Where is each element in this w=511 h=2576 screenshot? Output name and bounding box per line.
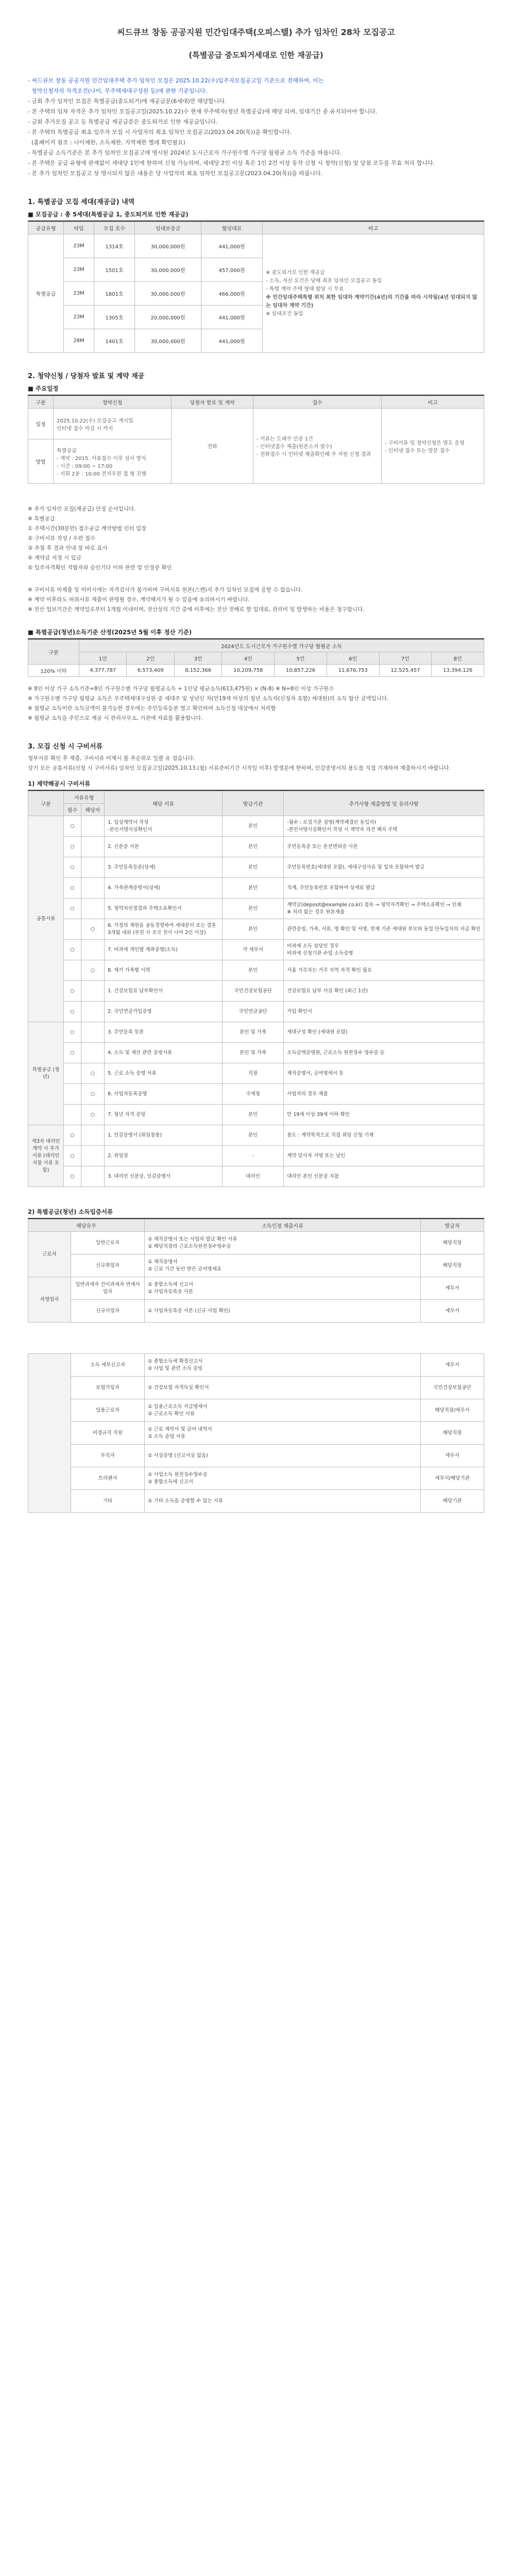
cell: ○: [81, 1105, 104, 1125]
cell: 보험가입자: [71, 1377, 145, 1399]
table-row: [28, 981, 484, 1002]
table-header: 타입: [64, 222, 94, 234]
note-line: ⑤ 입주자격확인 적합자와 승인기다 이하 관련 및 인정증 확인: [28, 565, 172, 571]
table-row: [28, 899, 484, 919]
cell: 해당직장/세무서: [421, 1399, 484, 1422]
intro-line: - 금회 추가 임차인 모집은 특별공급(중도퇴거)에 재공급분(6세대)만 해당합니다.: [28, 98, 227, 105]
cell: 서울 거주자는 거주 지역 자격 확인 필요: [284, 960, 484, 981]
cell: 1. 건강보험료 납부확인서: [105, 981, 223, 1002]
cell: [81, 857, 104, 878]
note-line: ③ 추첨 후 결과 안내 장 바로 표시: [28, 545, 108, 551]
cell: 30,000,000원: [135, 282, 201, 306]
docs-intro: [28, 754, 484, 773]
table-row: [28, 1467, 484, 1490]
cell: 본인: [223, 878, 284, 899]
cell: 본인 및 가족: [223, 1043, 284, 1063]
note-line: ② 구비서류 작성 / 우편 접수: [28, 535, 96, 541]
table-header: 임대보증금: [135, 222, 201, 234]
cell: [81, 940, 104, 960]
cell: 직계, 주민등록번호 포함하여 상세로 발급: [284, 878, 484, 899]
cell: 대리인: [223, 1166, 284, 1187]
cell: 본인: [223, 1125, 284, 1146]
cell: 8,152,366: [174, 665, 222, 677]
cell: [64, 1105, 81, 1125]
cell: 7. 청년 자격 증빙: [105, 1105, 223, 1125]
table-header: 해당유무: [28, 1219, 145, 1232]
intro-line: 청약신청자의 자격조건(나이, 무주택세대구성원 등)에 관한 기준입니다.: [31, 88, 208, 94]
cell: 23M: [64, 306, 94, 329]
cell: 13,394,126: [432, 665, 484, 677]
table-header: 구분: [28, 791, 64, 816]
note-line: ※ 8인 이상 가구 소득기준=8인 가구원수별 가구당 월평균소득 + 1인당 평균소득(613,475원) × (N-8) ※ N=8인 이상 가구원수: [28, 686, 334, 692]
cell: - 구비서류 및 청약신청은 별도 운영 - 인터넷 접수 또는 방문 접수: [382, 409, 484, 484]
table-row: [28, 1300, 484, 1323]
cell: 20,000,000원: [135, 306, 201, 329]
cell: -필수 : 모집기준 설명(계약체결인 동일자) -본인서명사실확인서 작성 시 계약자 의견 폐지 주택: [284, 816, 484, 837]
cell: ① 일용근로소득 지급명세서 ② 근로소득 확인 서류: [145, 1399, 421, 1422]
cell: 국세청: [223, 1084, 284, 1105]
cell: 441,000원: [201, 329, 263, 353]
table-header: 비고: [382, 396, 484, 409]
page-subtitle: (특별공급 중도퇴거세대로 인한 재공급): [189, 50, 323, 60]
remark-line: ※ 민간임대주택특별 위치 최한 임대차 계약기간(4년)의 기간을 따라 시작됨(4년 임대되지 않는 임대차 계약 기간): [266, 294, 478, 309]
table-row: [28, 1084, 484, 1105]
cell: 7. 비과세 개인별 계좌증명(소득): [105, 940, 223, 960]
group-cell: 특별공급: [28, 234, 64, 353]
cell: [64, 960, 81, 981]
supply-table: [28, 222, 484, 353]
intro-line: - 본 추가 임차인 모집공고 상 명시되지 않은 내용은 당 사업자의 최초 임차인 모집공고문(2023.04.20(목))을 따릅니다.: [28, 170, 323, 177]
cell: 직장: [223, 1063, 284, 1084]
cell: 23M: [64, 282, 94, 306]
cell: 비정규직 직원: [71, 1422, 145, 1445]
table-row: [28, 1105, 484, 1125]
cell: 해당직장: [421, 1422, 484, 1445]
cell: 30,000,000원: [135, 258, 201, 282]
cell: 3. 대리인 신분증, 인감증명서: [105, 1166, 223, 1187]
cell: 계약금(deposit@example.co.kr) 접속 → 청약자격확인 → 주택소유확인 → 인쇄 ※ 처리 없는 경우 원본제출: [284, 899, 484, 919]
table-header: 3인: [174, 652, 222, 665]
cell: 기타: [71, 1490, 145, 1513]
cell: [81, 1166, 104, 1187]
docs-table-label: 1) 제약해공시 구비서류: [28, 780, 91, 787]
table-header: 서류유형: [64, 791, 105, 804]
cell: 1. 입상계약서 작성 -본인서명사실확인서: [105, 816, 223, 837]
cell: 457,000원: [201, 258, 263, 282]
income-notes: [28, 684, 484, 723]
cell: 관련증빙, 가족, 서류, 명 확인 및 서명, 현재 기준 세대원 부모와 동일 단독일자의 지급 확인: [284, 919, 484, 940]
cell: 6. 가정의 재원을 공동경영하여 세대분리 또는 결혼 3개월 내외 (부친 사 조국 친이 나아 2인 이상): [105, 919, 223, 940]
table-header-row: [28, 791, 484, 804]
cell: 본인: [223, 919, 284, 940]
cell: ① 재직증명서 또는 사업자 발급 확인 서류 ② 해당직장의 근로소득원천징수영수증: [145, 1232, 421, 1255]
cell: [64, 1084, 81, 1105]
cell: 2. 신분증 사본: [105, 837, 223, 857]
notice-content: [28, 0, 484, 1513]
cell: 3. 주민등록 등본: [105, 1022, 223, 1043]
cell: ① 사업자등록증 사본 (신규 사업 확인): [145, 1300, 421, 1323]
income-documents-table-continued: [28, 1353, 484, 1513]
cell: ① 종합소득세 확정신고서 ② 사업 및 관련 소득 증빙: [145, 1354, 421, 1377]
note-line: ※ 추가 임차인 모집(재공급) 안정 순서입니다.: [28, 506, 136, 512]
cell: ○: [81, 1084, 104, 1105]
remark-cell: [263, 234, 484, 353]
cell: 세대구성 확인 (세대원 포함): [284, 1022, 484, 1043]
intro-line: (홈페이지 참조 : 나이제한, 소득제한, 지역제한 별레 확인필요): [31, 139, 185, 146]
table-row: [28, 960, 484, 981]
cell: ○: [64, 1146, 81, 1166]
cell: ① 사업소득 원천징수영수증 ② 종합소득세 신고서: [145, 1467, 421, 1490]
cell: 주민등록증 또는 운전면허증 사본: [284, 837, 484, 857]
cell: 1801호: [94, 282, 135, 306]
table-header: 비고: [263, 222, 484, 234]
cell: 비과세 소득 상당인 경우 비과세 신청기관 수입 소득증명: [284, 940, 484, 960]
cell: ○: [64, 1022, 81, 1043]
note-line: 상기 모든 공통서류(신청 시 구비서류) 임차인 모집공고일(2025.10.13.(월) 서류준비기간 시작일 이후) 발생분에 한하며, 인감증명서의 용도를 직접 기재하여 제출하시기 바랍니다.: [28, 765, 451, 771]
cell: 각 세무서: [223, 940, 284, 960]
section-3-heading: 3. 모집 신청 시 구비서류: [28, 743, 103, 751]
note-line: ④ 계약금 지정 시 입금: [28, 555, 81, 561]
table-row: [28, 1063, 484, 1084]
page-title: 씨드큐브 창동 공공지원 민간임대주택(오피스텔) 추가 임차인 28차 모집공고: [117, 27, 395, 37]
cell: ① 근로 계약서 및 급여 내역서 ② 소득 증빙 서류: [145, 1422, 421, 1445]
table-header-row: [28, 640, 484, 652]
table-header: 당첨자 발표 및 계약: [172, 396, 253, 409]
cell: 23M: [64, 258, 94, 282]
table-header: 공급유형: [28, 222, 64, 234]
cell: 2025.10.22(수) 모집공고 게시일 인터넷 접수 마감 시 까지: [54, 409, 172, 439]
table-header: 7인: [379, 652, 432, 665]
cell: ○: [64, 1166, 81, 1187]
cell: 대리인 본인 신분증 지참: [284, 1166, 484, 1187]
intro-line: - 금회 추가모집 공고 등 특별공급 재공급분은 중도퇴거로 인한 재공급입니다.: [28, 118, 218, 125]
cell: 일반과세자 간이과세자 면세사업자: [71, 1277, 145, 1300]
table-row: [28, 1022, 484, 1043]
cell: 441,000원: [201, 306, 263, 329]
table-row: [28, 1166, 484, 1187]
table-row: [28, 1146, 484, 1166]
cell: 30,000,000원: [135, 329, 201, 353]
cell: 건강보험료 납부 사실 확인 (최근 1년): [284, 981, 484, 1002]
cell: 6. 사업자등록증명: [105, 1084, 223, 1105]
cell: ○: [64, 1002, 81, 1022]
cell: 2. 국민연금가입증명: [105, 1002, 223, 1022]
cell: 23M: [64, 234, 94, 258]
cell: 국민건강보험공단: [223, 981, 284, 1002]
cell: 본인 및 가족: [223, 1022, 284, 1043]
cell: 신규사업자: [71, 1300, 145, 1323]
table-row: [28, 1125, 484, 1146]
cell: ○: [81, 919, 104, 940]
cell: ○: [64, 940, 81, 960]
cell: [64, 1063, 81, 1084]
table-header-row: [28, 222, 484, 234]
cell: 소득 세부신고자: [71, 1354, 145, 1377]
cell: 전화: [172, 409, 253, 484]
cell: ○: [64, 878, 81, 899]
cell: 국민건강보험공단: [421, 1377, 484, 1399]
cell: ○: [64, 1125, 81, 1146]
intro-line: - 본 주택의 임차 자격은 추가 임차인 모집공고일(2025.10.22)수 현재 무주택자(청년 특별공급)에 해당 되며, 임대기간 중 유지되어야 합니다.: [28, 108, 378, 115]
cell: [81, 981, 104, 1002]
cell: ○: [81, 1063, 104, 1084]
cell: ○: [64, 837, 81, 857]
table-row: [28, 940, 484, 960]
table-header: 발급처: [421, 1219, 484, 1232]
table-header-row: [28, 652, 484, 665]
cell: 특별공급 - 계약 : 2015. 서류접수 이후 심사 방식 - 시간 : 09:00 ~ 17:00 - 지휘 2분 : 10:00 전자우편 접 형 진행: [54, 439, 172, 484]
table-row: [28, 1354, 484, 1377]
cell: 세무서/해당기관: [421, 1467, 484, 1490]
cell: 세무서: [421, 1354, 484, 1377]
intro-line: - 본 주택의 특별공급 최초 입주자 모집 시 사업자의 최초 임차인 모집공고(2023.04.20(목))을 확인합니다.: [28, 129, 292, 135]
cell: [81, 1146, 104, 1166]
table-row: [28, 878, 484, 899]
note-line: 청부서류 확인 후 제출, 구비서류 미제시 불 추순위로 일괄 유 접습니다.: [28, 755, 195, 761]
table-header: 6인: [327, 652, 379, 665]
cell: 본인: [223, 857, 284, 878]
cell: 세무서: [421, 1445, 484, 1467]
table-header: 청약신청: [54, 396, 172, 409]
cell: 프리랜서: [71, 1467, 145, 1490]
remark-line: - 소득, 자산 요건은 당해 최초 임차인 모집공고 동일: [266, 278, 382, 284]
table-header: 구분: [28, 396, 54, 409]
table-header: 필수: [64, 804, 81, 816]
table-row: [28, 1445, 484, 1467]
cell: 신규취업자: [71, 1255, 145, 1277]
intro-line: - 씨드큐브 창동 공공지원 민간임대주택 추가 임차인 모집은 2025.10.22(수)입주자모집공고일 기준으로 전해하여, 이는: [28, 77, 324, 84]
table-header: 소득인정 제출서류: [145, 1219, 421, 1232]
cell: 본인: [223, 816, 284, 837]
cell: ○: [64, 857, 81, 878]
income-docs-heading: 2) 특별공급(청년) 소득입증서류: [28, 1208, 113, 1215]
cell: ○: [64, 981, 81, 1002]
spacer: [28, 1323, 484, 1353]
note-line: ※ 전산 업보기간은 계약일로부터 1개월 이내이며, 전산상의 기간 중에 이후에는 전산 전해로 할 입대료, 관리비 및 발생하는 비용은 청구합니다.: [28, 606, 365, 613]
cell: ① 기타 소득을 증명할 수 있는 서류: [145, 1490, 421, 1513]
cell: 용도 : 계약목적으로 직접 위임 신청 기재: [284, 1125, 484, 1146]
intro-line: - 본 주택은 공급 유형에 관계없이 세대당 1인에 한하여 신청 가능하며, 세대당 2인 이상 혹은 1인 2건 이상 동작 신청 시 청약(신청) 및 당첨 모두를 무효 처리 합니다.: [28, 160, 435, 166]
income-heading: ■ 특별공급(청년)소득기준 산정(2025년 5월 이후 정산 기준): [28, 629, 192, 636]
section-1-sub: ■ 모집공급 : 총 5세대(특별공급 1, 중도퇴거로 인한 재공급): [28, 211, 189, 218]
section-2-sub: ■ 주요일정: [28, 385, 59, 392]
cell: 5. 근로 소득 증명 서류: [105, 1063, 223, 1084]
cell: [81, 837, 104, 857]
table-row: [28, 1277, 484, 1300]
cell: 1501호: [94, 258, 135, 282]
table-header-row: [28, 1219, 484, 1232]
table-header: 2024년도 도시근로자 가구원수별 가구당 월평균 소득: [79, 640, 484, 652]
warning-notes: [28, 585, 484, 615]
table-row: [28, 1002, 484, 1022]
cell: ① 재직증명서 ② 근로 기간 동안 받은 급여명세표: [145, 1255, 421, 1277]
cell: 본인: [223, 837, 284, 857]
cell: ○: [81, 960, 104, 981]
group-cell: 자영업자: [28, 1277, 71, 1323]
cell: 10,857,226: [275, 665, 327, 677]
note-line: ① 주택시간(30분만) 접수공급 계약방법 인터 입장: [28, 526, 147, 532]
cell: 재직증명서, 급여명세서 등: [284, 1063, 484, 1084]
table-row: [28, 1043, 484, 1063]
income-table: [28, 639, 484, 677]
section-1-heading: 1. 특별공급 모집 세대(재공급) 내역: [28, 198, 135, 206]
table-header: 2인: [127, 652, 174, 665]
note-line: ※ 계약 이후라도 허위서류 제출이 판명될 경우, 계약해지가 될 수 있음에 유의하시기 바랍니다.: [28, 597, 250, 603]
table-row: [28, 1490, 484, 1513]
cell: 무직자: [71, 1445, 145, 1467]
table-header: 접수: [253, 396, 382, 409]
cell: 3. 주민등록등본(상세): [105, 857, 223, 878]
cell: 120% 이하: [28, 665, 79, 677]
table-row: [28, 837, 484, 857]
cell: [64, 919, 81, 940]
cell: 6,573,409: [127, 665, 174, 677]
cell: 2. 위임장: [105, 1146, 223, 1166]
note-line: ※ 월평균 소득을 주민으로 제공 시 관리사무소, 기관에 자료를 활용합니다.: [28, 715, 203, 721]
cell: [81, 1002, 104, 1022]
table-row: [28, 1232, 484, 1255]
table-row: [28, 1422, 484, 1445]
cell: 4. 소득 및 재산 관련 증빙서류: [105, 1043, 223, 1063]
cell: 소득금액증명원, 근로소득 원천징수 영수증 등: [284, 1043, 484, 1063]
group-cell: [28, 1354, 71, 1513]
group-cell: 공통서류: [28, 816, 64, 1022]
table-row: [28, 409, 484, 439]
schedule-table: [28, 396, 484, 484]
cell: ① 종합소득세 신고서 ② 사업자등록증 사본: [145, 1277, 421, 1300]
income-documents-table: [28, 1219, 484, 1323]
note-line: ※ 구비서류 미제출 및 미비시에는 자격검사가 불가하며 구비서류 원본(스캔)지 추가 임차인 모집에 응할 수 없습니다.: [28, 587, 303, 593]
group-cell: 제3자 대리인 계약 시 추가서류 (대리인 지참 서류 포함): [28, 1125, 64, 1187]
cell: ○: [64, 816, 81, 837]
cell: [81, 1043, 104, 1063]
cell: 본인: [223, 960, 284, 981]
table-header: 해당자: [81, 804, 104, 816]
cell: 11,676,753: [327, 665, 379, 677]
cell: 일정: [28, 409, 54, 439]
table-row: [28, 665, 484, 677]
table-header: 5인: [275, 652, 327, 665]
cell: 441,000원: [201, 234, 263, 258]
cell: [81, 878, 104, 899]
cell: 만 19세 이상 39세 이하 확인: [284, 1105, 484, 1125]
cell: 세무서: [421, 1300, 484, 1323]
cell: 8. 제가 가족별 이력: [105, 960, 223, 981]
section-2-heading: 2. 청약신청 / 당첨자 발표 및 계약 재공: [28, 372, 145, 380]
cell: 30,000,000원: [135, 234, 201, 258]
cell: ○: [64, 1043, 81, 1063]
remark-line: ※ 임대조건 동일: [266, 311, 303, 317]
cell: 방법: [28, 439, 54, 484]
table-header: 8인: [432, 652, 484, 665]
cell: 사업자의 경우 제출: [284, 1084, 484, 1105]
cell: 466,000원: [201, 282, 263, 306]
remark-line: ※ 중도퇴거로 인한 재공급: [266, 269, 325, 276]
table-row: [28, 234, 484, 258]
cell: 1. 인감증명서 (위임장용): [105, 1125, 223, 1146]
cell: 본인: [223, 899, 284, 919]
table-header: 해당 서류: [105, 791, 223, 816]
cell: ① 건강보험 자격득실 확인서: [145, 1377, 421, 1399]
group-cell: 근로자: [28, 1232, 71, 1277]
cell: ① 사실증명 (신고사실 없음): [145, 1445, 421, 1467]
cell: 본인: [223, 1105, 284, 1125]
table-header: 월임대료: [201, 222, 263, 234]
table-row: [28, 1399, 484, 1422]
table-row: [28, 816, 484, 837]
cell: 일용근로자: [71, 1399, 145, 1422]
cell: 12,525,457: [379, 665, 432, 677]
note-line: ※ 가구원수별 가구당 월평균 소득은 무주택세대구성원 중 세대주 및 성년인 자(만19세 이상의 청년 소득자(신청자 포함) 세대원)의 소득 합산 금액입니다.: [28, 696, 389, 702]
table-row: [28, 1255, 484, 1277]
cell: 가입 확인서: [284, 1002, 484, 1022]
cell: 4,377,787: [79, 665, 127, 677]
cell: 28M: [64, 329, 94, 353]
cell: 주민등록번호(세대원 포함), 세대구성사유 및 일자 포함하여 발급: [284, 857, 484, 878]
table-header-row: [28, 396, 484, 409]
process-notes: [28, 504, 484, 573]
cell: [81, 1125, 104, 1146]
table-header: 발급기관: [223, 791, 284, 816]
intro-line: - 특별공급 소득기준은 본 추가 임차인 모집공고에 명시된 2024년 도시근로자 가구원수별 가구당 월평균 소득 기준을 따릅니다.: [28, 149, 342, 156]
cell: 해당직장: [421, 1255, 484, 1277]
cell: 1401호: [94, 329, 135, 353]
table-header: 모집 호수: [94, 222, 135, 234]
cell: 해당직장: [421, 1232, 484, 1255]
cell: 일반근로자: [71, 1232, 145, 1255]
table-row: [28, 857, 484, 878]
cell: 계약 당사자 서명 또는 날인: [284, 1146, 484, 1166]
intro-notes: [28, 76, 484, 179]
remark-line: - 특별 계약 주택 형태 할당 시 무효: [266, 286, 344, 292]
cell: 국민연금공단: [223, 1002, 284, 1022]
cell: ○: [64, 899, 81, 919]
cell: - 서류는 도래주 인증 1건 - 인터넷접수 제출(원본소지 필수) - 전화접수 시 인터넷 제출확인해 주 지원 신청 결과: [253, 409, 382, 484]
cell: 1305호: [94, 306, 135, 329]
cell: 세무서: [421, 1277, 484, 1300]
table-header: 4인: [222, 652, 275, 665]
table-header: 1인: [79, 652, 127, 665]
table-header: 구분: [28, 640, 79, 665]
table-header: 추가사항 제출방법 및 유의사항: [284, 791, 484, 816]
documents-table: [28, 791, 484, 1187]
table-row: [28, 919, 484, 940]
cell: 5. 청약자선정결과 주택소유확인서: [105, 899, 223, 919]
cell: 해당기관: [421, 1490, 484, 1513]
cell: [81, 1022, 104, 1043]
cell: 1314호: [94, 234, 135, 258]
table-row: [28, 1377, 484, 1399]
cell: 4. 가족관계증명서(상세): [105, 878, 223, 899]
cell: 10,209,758: [222, 665, 275, 677]
note-line: ※ 월평균 소득이란 소득금액이 불가능한 경우에는 주민등록등본 열고 확인하여 소득신청 대상에서 처리함: [28, 705, 276, 711]
cell: [81, 816, 104, 837]
cell: -: [223, 1146, 284, 1166]
group-cell: 특별공급 (청년): [28, 1022, 64, 1125]
cell: [81, 899, 104, 919]
note-line: ※ 특별공급: [28, 516, 55, 522]
